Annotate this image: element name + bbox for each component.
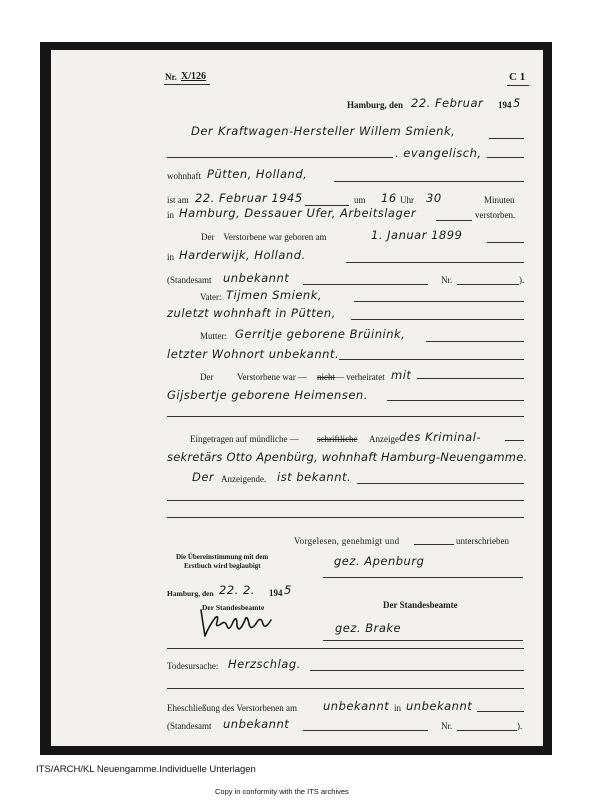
ist-am-label: ist am [167, 195, 189, 205]
residence: Pütten, Holland, [207, 167, 308, 181]
verheiratet-label: — verheiratet [335, 372, 385, 382]
uhr-label: Uhr [400, 195, 414, 205]
cert-place-prefix: Hamburg, den [167, 589, 214, 598]
unterschrieben-label: unterschrieben [456, 536, 509, 546]
spouse-name: Gijsbertje geborene Heimensen. [167, 388, 368, 402]
cert-year-hand: 5 [284, 583, 292, 597]
registry-close-2: ). [517, 721, 523, 731]
in-label: in [167, 210, 175, 220]
father-residence: zuletzt wohnhaft in Pütten, [167, 306, 336, 320]
in-label-2: in [167, 252, 175, 262]
record-date: 22. Februar [411, 96, 484, 110]
signed-brake: gez. Brake [335, 621, 402, 635]
registry-value-2: unbekannt [223, 717, 290, 731]
form-code: C 1 [509, 71, 526, 83]
registry-close: ). [519, 275, 525, 285]
read-approved-label: Vorgelesen, genehmigt und [294, 536, 400, 546]
handwritten-signature [197, 606, 277, 640]
record-number-label: Nr. [165, 72, 177, 82]
signed-apenburg: gez. Apenburg [334, 554, 425, 568]
nr-label-2: Nr. [441, 721, 453, 731]
um-label: um [354, 195, 366, 205]
anzeige-label: Anzeige [369, 434, 399, 444]
conformity-caption: Copy in conformity with the ITS archives [215, 787, 349, 796]
registry-value: unbekannt [223, 271, 290, 285]
death-minutes: 30 [426, 191, 442, 205]
official-right-label: Der Standesbeamte [383, 600, 458, 610]
official-left-label: Der Standesbeamte [202, 603, 265, 612]
cause-of-death: Herzschlag. [228, 657, 301, 671]
informant-known: ist bekannt. [277, 470, 352, 484]
death-hour: 16 [381, 191, 397, 205]
verstorben-label: verstorben. [475, 210, 516, 220]
father-label: Vater: [200, 292, 222, 302]
birth-date: 1. Januar 1899 [371, 228, 463, 242]
deceased-name: Kraftwagen-Hersteller Willem Smienk, [218, 124, 456, 138]
residence-label: wohnhaft [167, 171, 201, 181]
informant-label: Anzeigende. [221, 474, 267, 484]
certification-line1: Die Übereinstimmung mit dem [176, 553, 269, 561]
mother-residence: letzter Wohnort unbekannt. [167, 347, 340, 361]
record-year-hand: 5 [513, 96, 521, 110]
cert-year-printed: 194 [269, 588, 283, 598]
registered-prefix: Eingetragen auf mündliche — [190, 434, 299, 444]
archive-caption: ITS/ARCH/KL Neuengamme.Individuelle Unterlagen [36, 764, 256, 775]
mother-label: Mutter: [200, 331, 227, 341]
verstorbene-war-label: Verstorbene war — [237, 372, 307, 382]
cause-label: Todesursache: [167, 661, 219, 671]
marriage-date: unbekannt [323, 699, 390, 713]
document-page [51, 50, 543, 746]
father-name: Tijmen Smienk, [226, 288, 323, 302]
cert-date: 22. 2. [219, 583, 255, 597]
der-word: Der [191, 124, 214, 138]
marriage-place: unbekannt [406, 699, 473, 713]
registry-open-2: (Standesamt [167, 721, 212, 731]
mother-name: Gerritje geborene Brüinink, [235, 327, 406, 341]
schriftliche-struck: schriftliche [317, 434, 358, 444]
death-date: 22. Februar 1945 [195, 191, 303, 205]
marriage-in-label: in [394, 703, 402, 713]
record-year-printed: 194 [498, 100, 512, 110]
informant-role: des Kriminal- [399, 430, 482, 444]
nicht-struck: nicht [317, 372, 335, 382]
marriage-label: Eheschließung des Verstorbenen am [167, 703, 298, 713]
informant-detail: sekretärs Otto Apenbürg, wohnhaft Hamburg-Neuengamme. [167, 450, 528, 464]
der-word-2: Der [192, 470, 215, 484]
mit-word: mit [391, 368, 412, 382]
record-number: X/126 [181, 71, 206, 82]
born-on-label: Der Verstorbene war geboren am [201, 232, 327, 242]
religion: . evangelisch, [395, 146, 482, 160]
registry-open: (Standesamt [167, 275, 212, 285]
birth-place: Harderwijk, Holland. [179, 248, 306, 262]
der-label: Der [200, 372, 214, 382]
nr-label: Nr. [441, 275, 453, 285]
death-place: Hamburg, Dessauer Ufer, Arbeitslager [179, 206, 417, 220]
place-date-prefix: Hamburg, den [347, 100, 404, 110]
certification-line2: Erstbuch wird beglaubigt [184, 562, 261, 570]
minuten-label: Minuten [484, 195, 515, 205]
